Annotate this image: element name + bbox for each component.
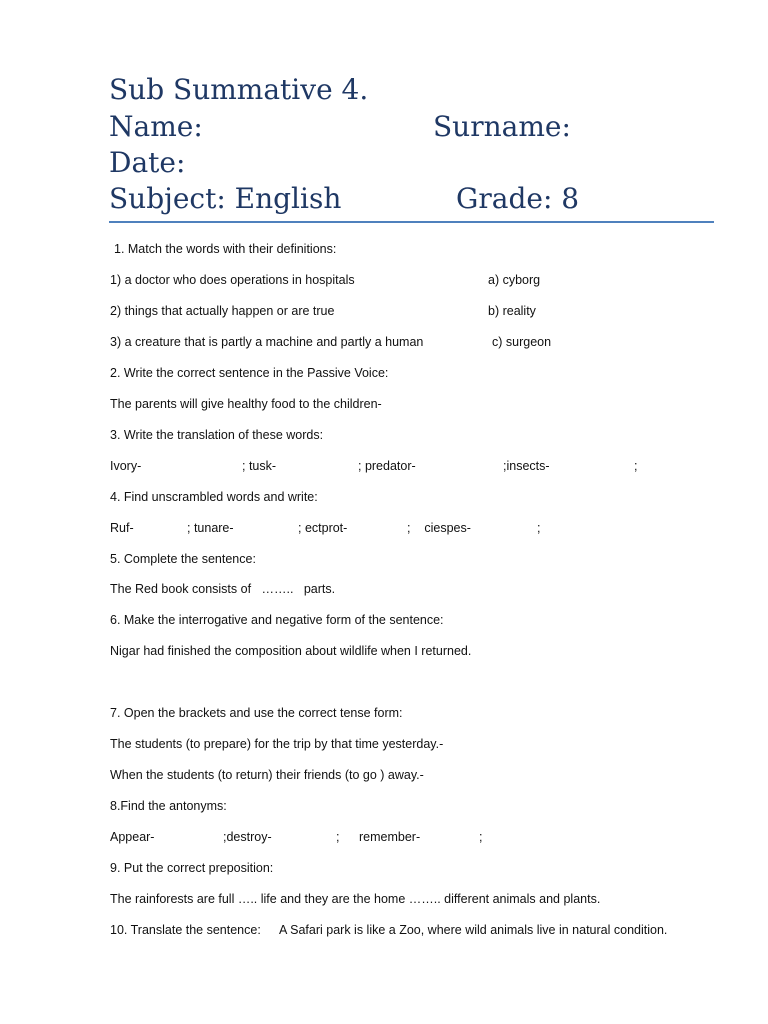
q3-word-4: ;insects-	[503, 459, 550, 473]
q8-word-3: ;	[336, 830, 340, 844]
subject-label: Subject: English	[109, 182, 342, 215]
q1-definition-3: 3) a creature that is partly a machine and partly a human	[110, 335, 424, 349]
q1-word-c: c) surgeon	[492, 335, 552, 349]
q2-sentence: The parents will give healthy food to the children-	[110, 397, 382, 411]
q8-word-2: ;destroy-	[223, 830, 272, 844]
q4-word-4: ; ciespes-	[407, 521, 471, 535]
name-label: Name:	[109, 110, 203, 143]
q3-word-3: ; predator-	[358, 459, 416, 473]
date-label: Date:	[109, 146, 186, 179]
question-1-heading: 1. Match the words with their definitions:	[114, 242, 337, 256]
question-8-heading: 8.Find the antonyms:	[110, 799, 227, 813]
q3-word-1: Ivory-	[110, 459, 142, 473]
q8-word-5: ;	[479, 830, 483, 844]
q3-word-5: ;	[634, 459, 638, 473]
q1-word-b: b) reality	[488, 304, 536, 318]
q4-word-2: ; tunare-	[187, 521, 234, 535]
question-4-heading: 4. Find unscrambled words and write:	[110, 490, 318, 504]
worksheet-title: Sub Summative 4.	[109, 73, 369, 106]
q6-sentence: Nigar had finished the composition about wildlife when I returned.	[110, 644, 472, 658]
question-10-heading: 10. Translate the sentence:	[110, 923, 261, 937]
q10-sentence: A Safari park is like a Zoo, where wild animals live in natural condition.	[279, 923, 668, 937]
q1-definition-2: 2) things that actually happen or are true	[110, 304, 335, 318]
question-3-heading: 3. Write the translation of these words:	[110, 428, 324, 442]
surname-label: Surname:	[433, 110, 571, 143]
question-2-heading: 2. Write the correct sentence in the Passive Voice:	[110, 366, 389, 380]
q4-word-1: Ruf-	[110, 521, 134, 535]
question-6-heading: 6. Make the interrogative and negative form of the sentence:	[110, 613, 444, 627]
q5-sentence: The Red book consists of …….. parts.	[110, 582, 336, 596]
q7-sentence-1: The students (to prepare) for the trip by that time yesterday.-	[110, 737, 444, 751]
q8-word-4: remember-	[359, 830, 421, 844]
question-5-heading: 5. Complete the sentence:	[110, 552, 256, 566]
question-7-heading: 7. Open the brackets and use the correct tense form:	[110, 706, 403, 720]
grade-label: Grade: 8	[456, 182, 580, 215]
q9-sentence: The rainforests are full ….. life and they are the home …….. different animals and plants.	[110, 892, 601, 906]
q1-word-a: a) cyborg	[488, 273, 541, 287]
q4-word-5: ;	[537, 521, 541, 535]
q8-word-1: Appear-	[110, 830, 155, 844]
q3-word-2: ; tusk-	[242, 459, 277, 473]
q7-sentence-2: When the students (to return) their friends (to go ) away.-	[110, 768, 424, 782]
q1-definition-1: 1) a doctor who does operations in hospitals	[110, 273, 355, 287]
question-9-heading: 9. Put the correct preposition:	[110, 861, 274, 875]
q4-word-3: ; ectprot-	[298, 521, 348, 535]
header-divider	[109, 221, 714, 223]
